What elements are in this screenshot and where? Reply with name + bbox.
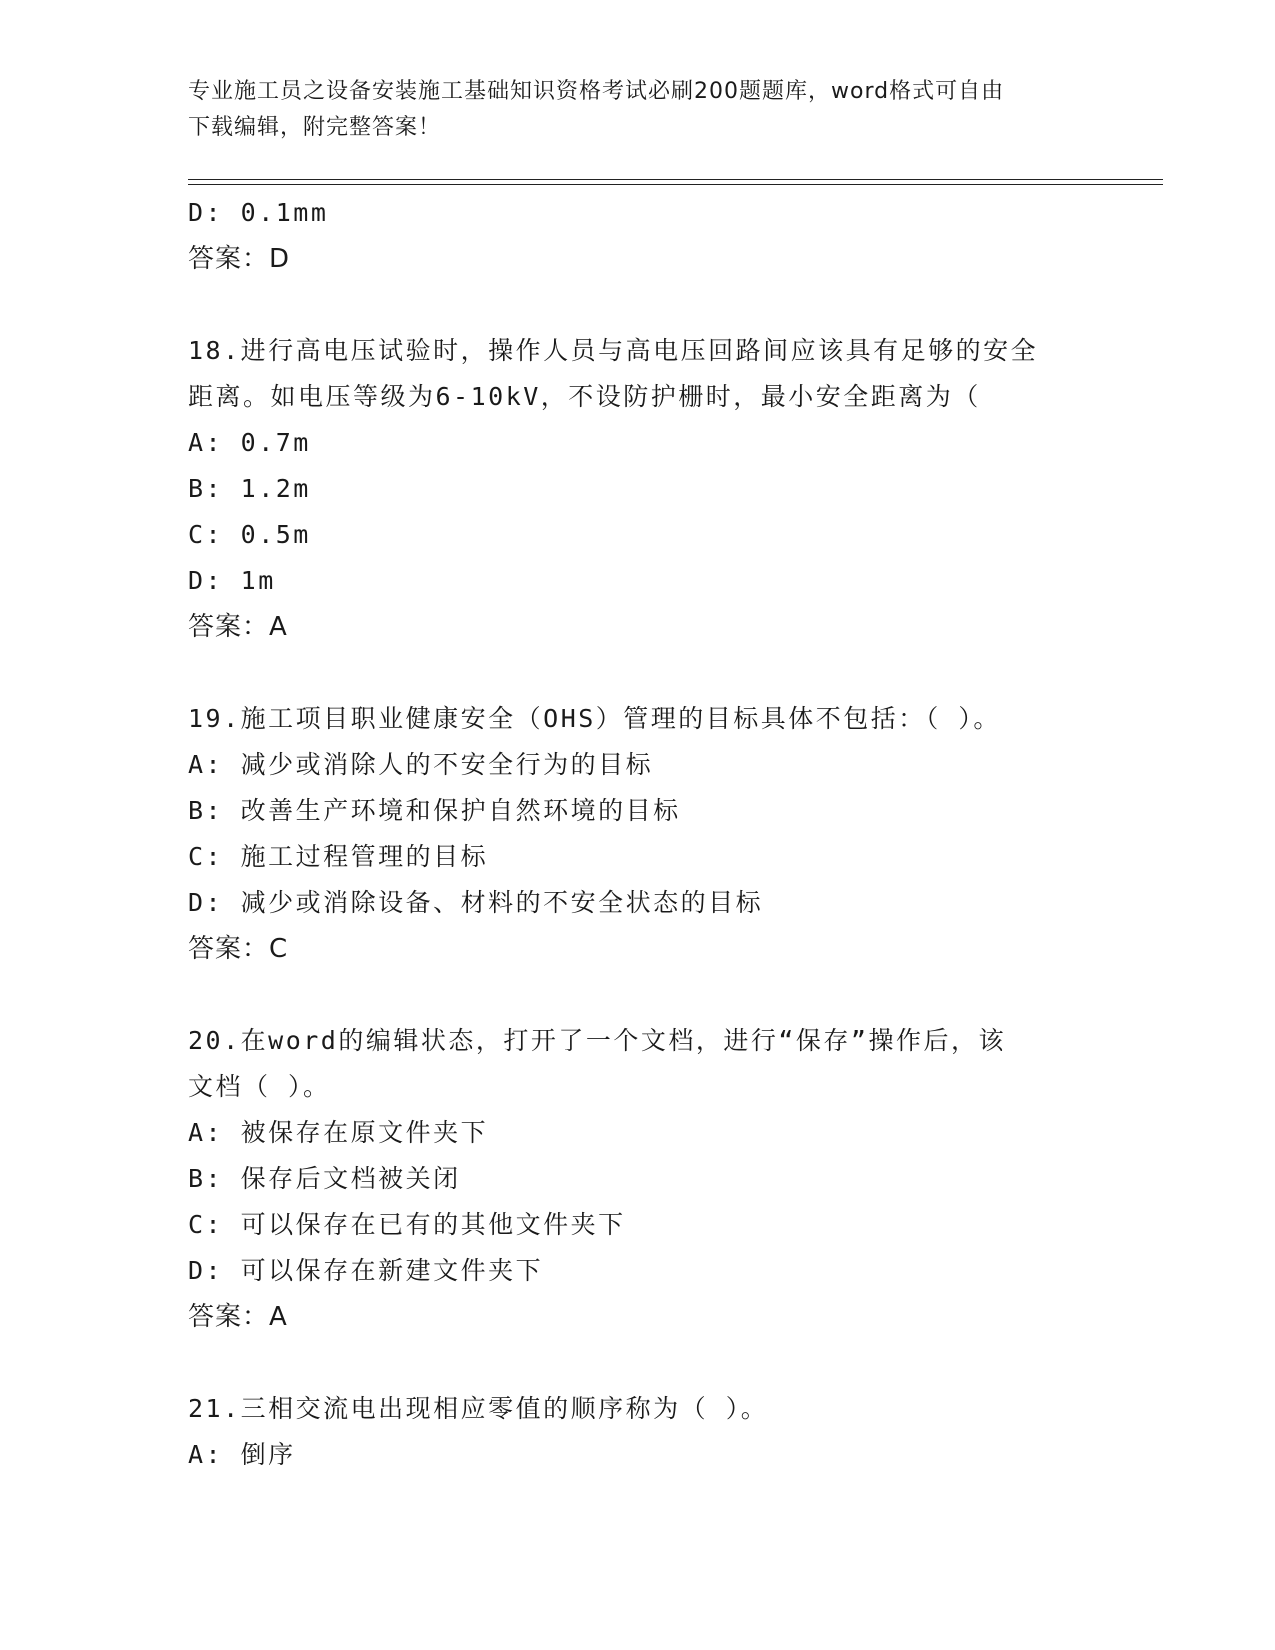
question-18-option-b: B: 1.2m — [188, 474, 311, 503]
question-20-option-b: B: 保存后文档被关闭 — [188, 1164, 461, 1193]
answer-line: 答案：D — [188, 244, 291, 274]
question-18-option-d: D: 1m — [188, 566, 276, 595]
question-18-text-cont: 距离。如电压等级为6-10kV，不设防护栅时，最小安全距离为（ — [188, 382, 981, 411]
question-19-answer: 答案：C — [188, 934, 289, 964]
question-19-option-d: D: 减少或消除设备、材料的不安全状态的目标 — [188, 888, 764, 917]
question-19-option-b: B: 改善生产环境和保护自然环境的目标 — [188, 796, 681, 825]
question-20-option-a: A: 被保存在原文件夹下 — [188, 1118, 489, 1147]
question-18-option-c: C: 0.5m — [188, 520, 311, 549]
header-divider-bottom — [188, 184, 1163, 185]
question-19-option-a: A: 减少或消除人的不安全行为的目标 — [188, 750, 654, 779]
question-21-text: 21.三相交流电出现相应零值的顺序称为（ ）。 — [188, 1394, 769, 1423]
spacer — [188, 1340, 1088, 1386]
question-20-text-cont: 文档（ ）。 — [188, 1072, 331, 1101]
question-20-option-c: C: 可以保存在已有的其他文件夹下 — [188, 1210, 626, 1239]
option-d: D: 0.1mm — [188, 198, 329, 227]
question-19-text: 19.施工项目职业健康安全（OHS）管理的目标具体不包括：（ ）。 — [188, 704, 1001, 733]
question-20-option-d: D: 可以保存在新建文件夹下 — [188, 1256, 544, 1285]
question-20-text: 20.在word的编辑状态，打开了一个文档，进行“保存”操作后，该 — [188, 1026, 1006, 1055]
header-divider-top — [188, 179, 1163, 180]
question-18-text: 18.进行高电压试验时，操作人员与高电压回路间应该具有足够的安全 — [188, 336, 1039, 365]
page-header — [188, 74, 1068, 146]
question-18-option-a: A: 0.7m — [188, 428, 311, 457]
question-21-option-a: A: 倒序 — [188, 1440, 296, 1469]
spacer — [188, 972, 1088, 1018]
question-19-option-c: C: 施工过程管理的目标 — [188, 842, 489, 871]
spacer — [188, 282, 1088, 328]
header-title-line-2: 下载编辑，附完整答案！ — [188, 115, 442, 140]
question-list — [188, 190, 1088, 1478]
spacer — [188, 650, 1088, 696]
question-18-answer: 答案：A — [188, 612, 288, 642]
header-title-line-1: 专业施工员之设备安装施工基础知识资格考试必刷200题题库，word格式可自由 — [188, 79, 1005, 104]
question-20-answer: 答案：A — [188, 1302, 288, 1332]
